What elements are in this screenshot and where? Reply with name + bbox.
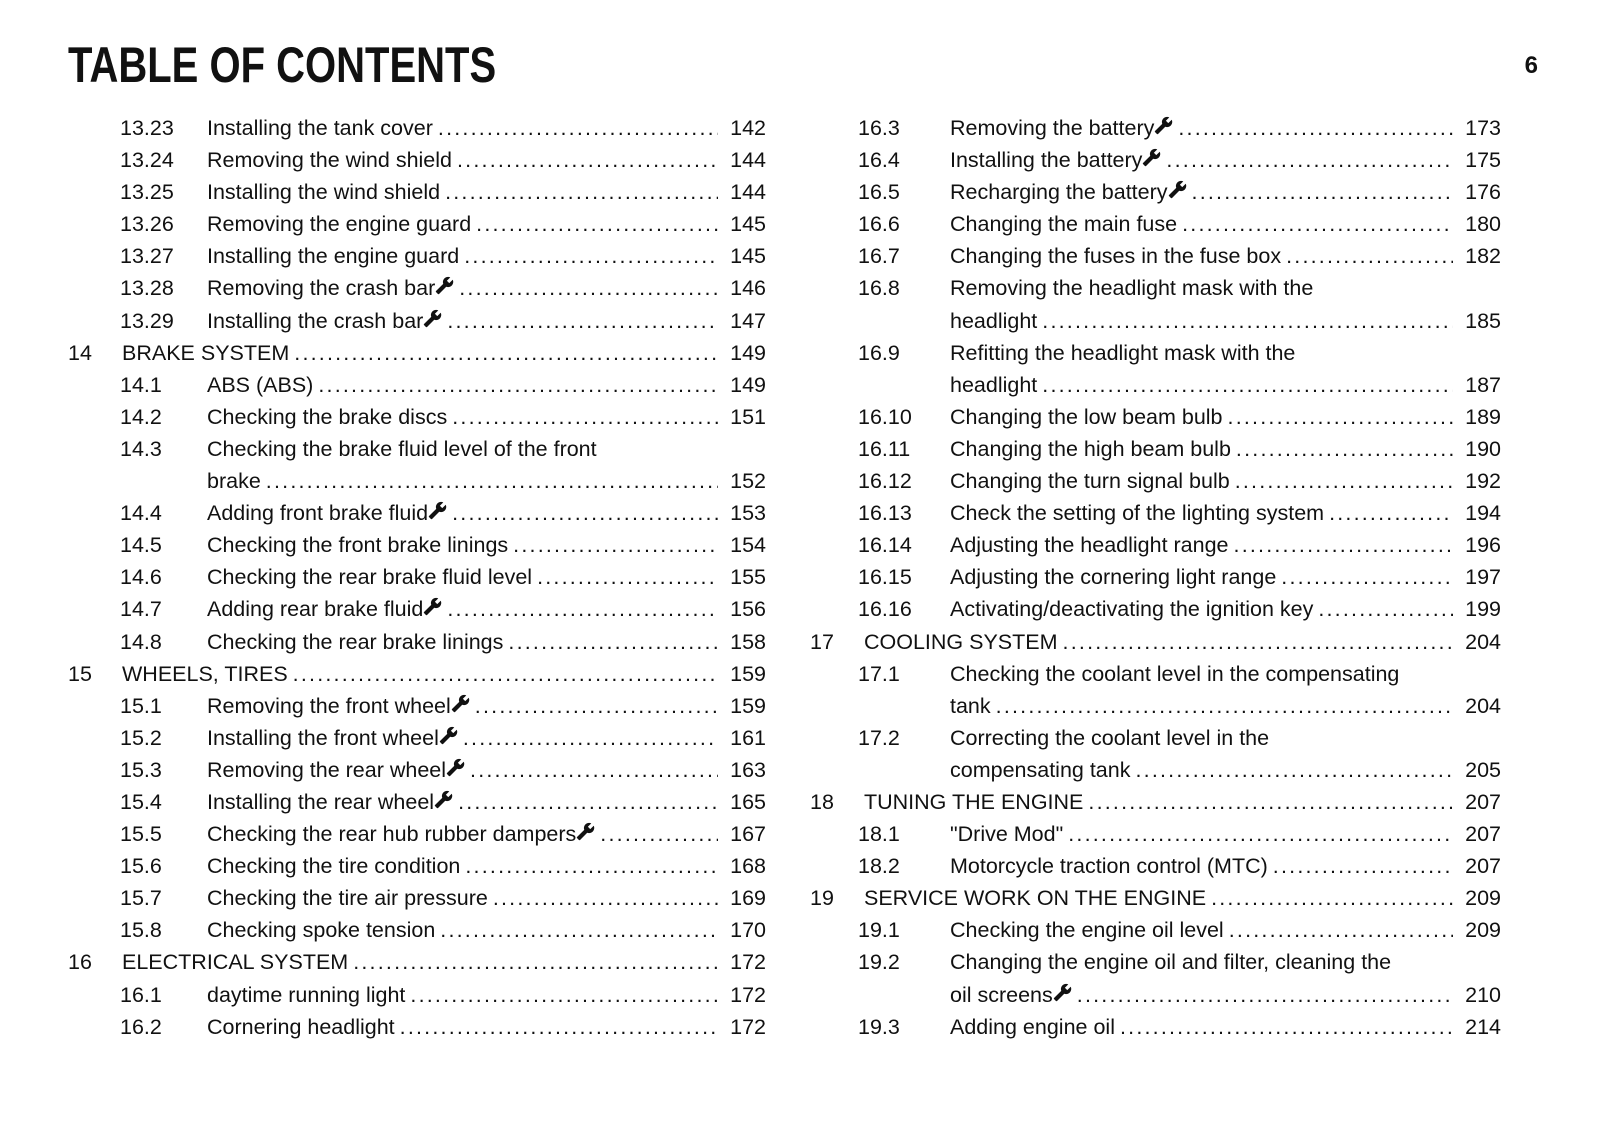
toc-entry-number: 16.1 — [120, 982, 162, 1007]
toc-entry-number: 17 — [810, 629, 834, 654]
dot-leader — [464, 240, 718, 272]
toc-entry-number: 16.14 — [858, 533, 912, 558]
dot-leader — [493, 882, 718, 914]
toc-entry-continuation: oil screens — [950, 982, 1053, 1007]
toc-entry[interactable] — [810, 497, 1501, 529]
dot-leader — [452, 497, 718, 529]
toc-entry[interactable] — [810, 818, 1501, 850]
dot-leader — [1235, 465, 1453, 497]
toc-entry-title: Checking the rear hub rubber dampers — [207, 822, 577, 847]
toc-entry[interactable] — [68, 914, 766, 946]
toc-entry-title: Checking the tire condition — [207, 854, 461, 879]
toc-entry-number: 15 — [68, 661, 92, 686]
toc-entry-number: 16.16 — [858, 597, 912, 622]
toc-entry[interactable] — [810, 914, 1501, 946]
dot-leader — [537, 561, 718, 593]
toc-entry-page: 176 — [1465, 180, 1501, 205]
toc-entry-page: 145 — [730, 212, 766, 237]
toc-entry-number: 14.8 — [120, 629, 162, 654]
dot-leader — [457, 144, 718, 176]
toc-entry[interactable] — [810, 337, 1501, 369]
toc-entry-page: 142 — [730, 116, 766, 140]
toc-entry[interactable] — [68, 176, 766, 208]
toc-entry-page: 190 — [1465, 436, 1501, 461]
toc-entry[interactable] — [68, 658, 766, 690]
toc-entry-number: 13.27 — [120, 244, 174, 269]
toc-entry-title: Installing the battery — [950, 148, 1143, 173]
dot-leader — [1068, 818, 1453, 850]
toc-entry-page: 207 — [1465, 789, 1501, 814]
toc-entry[interactable] — [68, 144, 766, 176]
toc-entry-page: 152 — [730, 469, 766, 494]
toc-entry-page: 156 — [730, 597, 766, 622]
toc-entry-title: Removing the engine guard — [207, 212, 472, 237]
toc-entry-title: Removing the battery — [950, 116, 1155, 140]
dot-leader — [470, 754, 718, 786]
toc-entry-page: 187 — [1465, 372, 1501, 397]
toc-entry-title: Checking the rear brake linings — [207, 629, 504, 654]
dot-leader — [1228, 401, 1453, 433]
toc-entry-number: 18.1 — [858, 822, 900, 847]
toc-entry-number: 13.23 — [120, 116, 174, 140]
toc-entry-number: 16.6 — [858, 212, 900, 237]
toc-entry-continuation: headlight — [950, 372, 1038, 397]
toc-entry-title: "Drive Mod" — [950, 822, 1064, 847]
toc-entry-page: 145 — [730, 244, 766, 269]
toc-entry-title: Changing the fuses in the fuse box — [950, 244, 1282, 269]
toc-entry-title: Correcting the coolant level in the — [950, 725, 1270, 750]
toc-entry-page: 209 — [1465, 918, 1501, 943]
toc-entry-title: Removing the crash bar — [207, 276, 436, 301]
toc-entry[interactable] — [68, 626, 766, 658]
toc-entry-page: 180 — [1465, 212, 1501, 237]
toc-entry-page: 207 — [1465, 822, 1501, 847]
dot-leader — [513, 529, 718, 561]
toc-entry-title: Adding rear brake fluid — [207, 597, 424, 622]
dot-leader — [1329, 497, 1453, 529]
toc-entry-title: Removing the wind shield — [207, 148, 452, 173]
toc-entry[interactable] — [68, 240, 766, 272]
toc-entry-page: 172 — [730, 982, 766, 1007]
toc-entry-page: 153 — [730, 501, 766, 526]
toc-entry[interactable] — [810, 786, 1501, 818]
toc-entry[interactable] — [68, 882, 766, 914]
toc-entry[interactable] — [810, 850, 1501, 882]
toc-entry[interactable] — [68, 690, 766, 722]
toc-entry-page: 172 — [730, 950, 766, 975]
toc-entry-page: 170 — [730, 918, 766, 943]
dot-leader — [508, 626, 718, 658]
toc-entry-title: COOLING SYSTEM — [864, 629, 1058, 654]
toc-entry[interactable] — [810, 561, 1501, 593]
toc-entry[interactable] — [68, 818, 766, 850]
toc-entry-title: Recharging the battery — [950, 180, 1168, 205]
toc-entry-number: 16 — [68, 950, 92, 975]
toc-entry-page: 210 — [1465, 982, 1501, 1007]
toc-entry[interactable] — [68, 337, 766, 369]
toc-entry-number: 15.3 — [120, 757, 162, 782]
toc-entry-title: Check the setting of the lighting system — [950, 501, 1325, 526]
dot-leader — [600, 818, 718, 850]
toc-entry-number: 15.5 — [120, 822, 162, 847]
toc-entry[interactable] — [68, 786, 766, 818]
toc-entry-title: ELECTRICAL SYSTEM — [122, 950, 349, 975]
wrench-icon — [439, 726, 458, 745]
dot-leader — [400, 1011, 718, 1043]
dot-leader — [1286, 240, 1453, 272]
toc-entry-number: 13.24 — [120, 148, 174, 173]
toc-entry-title: Adding engine oil — [950, 1014, 1115, 1039]
dot-leader — [447, 593, 718, 625]
dot-leader — [476, 208, 718, 240]
toc-entry[interactable] — [810, 433, 1501, 465]
toc-entry[interactable] — [810, 465, 1501, 497]
toc-entry-title: Checking the rear brake fluid level — [207, 565, 533, 590]
toc-entry-title: Activating/deactivating the ignition key — [950, 597, 1314, 622]
toc-entry-page: 163 — [730, 757, 766, 782]
toc-entry[interactable] — [810, 240, 1501, 272]
dot-leader — [1077, 979, 1453, 1011]
toc-entry[interactable] — [810, 722, 1501, 754]
toc-entry[interactable] — [68, 497, 766, 529]
toc-entry-number: 19.3 — [858, 1014, 900, 1039]
dot-leader — [318, 369, 718, 401]
toc-entry-title: Adding front brake fluid — [207, 501, 429, 526]
toc-entry-page: 205 — [1465, 757, 1501, 782]
toc-entry[interactable] — [810, 626, 1501, 658]
toc-entry-title: SERVICE WORK ON THE ENGINE — [864, 886, 1207, 911]
toc-entry[interactable] — [810, 593, 1501, 625]
toc-entry-number: 16.11 — [858, 436, 911, 461]
toc-entry-title: Changing the low beam bulb — [950, 404, 1223, 429]
toc-entry-number: 13.28 — [120, 276, 174, 301]
wrench-icon — [435, 276, 454, 295]
toc-entry-number: 18.2 — [858, 854, 900, 879]
dot-leader — [1042, 369, 1453, 401]
toc-entry-page: 173 — [1465, 116, 1501, 140]
toc-entry-number: 19.1 — [858, 918, 900, 943]
dot-leader — [465, 850, 718, 882]
dot-leader — [1318, 593, 1453, 625]
toc-entry-number: 14.6 — [120, 565, 162, 590]
toc-entry-page: 154 — [730, 533, 766, 558]
wrench-icon — [434, 790, 453, 809]
dot-leader — [452, 401, 718, 433]
toc-entry-number: 14 — [68, 340, 92, 365]
toc-entry-title: Removing the headlight mask with the — [950, 276, 1314, 301]
toc-entry-title: Adjusting the cornering light range — [950, 565, 1277, 590]
toc-entry-title: Checking the front brake linings — [207, 533, 509, 558]
toc-entry-number: 15.2 — [120, 725, 162, 750]
dot-leader — [1236, 433, 1453, 465]
toc-entry-title: BRAKE SYSTEM — [122, 340, 290, 365]
toc-entry-page: 169 — [730, 886, 766, 911]
toc-entry[interactable] — [68, 1011, 766, 1043]
wrench-icon — [1154, 116, 1173, 135]
toc-entry-number: 15.1 — [120, 693, 162, 718]
toc-entry[interactable] — [810, 369, 1501, 401]
toc-entry[interactable] — [810, 882, 1501, 914]
toc-entry-number: 14.3 — [120, 436, 162, 461]
wrench-icon — [576, 822, 595, 841]
dot-leader — [458, 786, 718, 818]
wrench-icon — [1168, 180, 1187, 199]
dot-leader — [475, 690, 718, 722]
toc-entry-page: 182 — [1465, 244, 1501, 269]
toc-entry-title: Installing the crash bar — [207, 308, 424, 333]
dot-leader — [293, 658, 718, 690]
toc-entry[interactable] — [68, 369, 766, 401]
toc-entry[interactable] — [810, 144, 1501, 176]
toc-entry-title: Installing the wind shield — [207, 180, 441, 205]
dot-leader — [1273, 850, 1453, 882]
toc-entry-page: 161 — [730, 725, 766, 750]
toc-entry-continuation: brake — [207, 469, 261, 494]
toc-entry-number: 15.4 — [120, 789, 162, 814]
toc-entry-number: 19 — [810, 886, 834, 911]
toc-entry-title: Removing the front wheel — [207, 693, 451, 718]
toc-entry-continuation: tank — [950, 693, 991, 718]
toc-entry-page: 158 — [730, 629, 766, 654]
toc-entry[interactable] — [810, 754, 1501, 786]
toc-entry-title: Changing the engine oil and filter, cleaning the — [950, 950, 1392, 975]
dot-leader — [445, 176, 718, 208]
toc-entry-number: 14.5 — [120, 533, 162, 558]
dot-leader — [996, 690, 1453, 722]
toc-entry-page: 144 — [730, 180, 766, 205]
toc-entry-number: 16.7 — [858, 244, 900, 269]
toc-entry-title: Changing the turn signal bulb — [950, 469, 1230, 494]
dot-leader — [353, 946, 718, 978]
toc-entry-number: 16.10 — [858, 404, 912, 429]
toc-entry-page: 194 — [1465, 501, 1501, 526]
toc-entry-number: 16.9 — [858, 340, 900, 365]
toc-entry-page: 165 — [730, 789, 766, 814]
toc-entry-page: 199 — [1465, 597, 1501, 622]
toc-entry-number: 18 — [810, 789, 834, 814]
toc-entry-title: Installing the tank cover — [207, 116, 433, 140]
toc-entry[interactable] — [68, 401, 766, 433]
toc-entry-page: 175 — [1465, 148, 1501, 173]
toc-entry-page: 185 — [1465, 308, 1501, 333]
toc-entry-page: 146 — [730, 276, 766, 301]
toc-entry-page: 204 — [1465, 693, 1501, 718]
toc-entry[interactable] — [68, 722, 766, 754]
dot-leader — [1120, 1011, 1453, 1043]
toc-entry[interactable] — [810, 529, 1501, 561]
dot-leader — [1166, 144, 1453, 176]
dot-leader — [1229, 914, 1453, 946]
toc-entry-number: 15.6 — [120, 854, 162, 879]
wrench-icon — [1053, 983, 1072, 1002]
toc-entry-number: 17.1 — [858, 661, 900, 686]
toc-entry-number: 15.7 — [120, 886, 162, 911]
toc-entry[interactable] — [810, 272, 1501, 304]
toc-entry-page: 149 — [730, 372, 766, 397]
toc-entry-number: 13.26 — [120, 212, 174, 237]
toc-entry[interactable] — [68, 305, 766, 337]
toc-entry-title: Checking the engine oil level — [950, 918, 1224, 943]
toc-entry-title: daytime running light — [207, 982, 406, 1007]
toc-entry-number: 15.8 — [120, 918, 162, 943]
dot-leader — [1135, 754, 1453, 786]
toc-entry-number: 16.2 — [120, 1014, 162, 1039]
toc-entry-title: Installing the front wheel — [207, 725, 439, 750]
toc-entry[interactable] — [68, 465, 766, 497]
wrench-icon — [428, 501, 447, 520]
toc-entry-page: 192 — [1465, 469, 1501, 494]
toc-entry-page: 155 — [730, 565, 766, 590]
toc-entry-number: 14.2 — [120, 404, 162, 429]
toc-entry[interactable] — [810, 176, 1501, 208]
toc-entry-number: 16.15 — [858, 565, 912, 590]
wrench-icon — [423, 309, 442, 328]
toc-entry-number: 14.7 — [120, 597, 162, 622]
dot-leader — [294, 337, 718, 369]
toc-entry-title: Installing the engine guard — [207, 244, 460, 269]
toc-entry[interactable] — [810, 1011, 1501, 1043]
toc-entry-title: Removing the rear wheel — [207, 757, 447, 782]
dot-leader — [463, 722, 718, 754]
toc-entry-number: 16.3 — [858, 116, 900, 140]
toc-entry-page: 167 — [730, 822, 766, 847]
toc-entry[interactable] — [810, 208, 1501, 240]
toc-entry[interactable] — [68, 850, 766, 882]
toc-entry[interactable] — [68, 433, 766, 465]
toc-column-right — [810, 112, 1501, 1043]
dot-leader — [1234, 529, 1453, 561]
toc-entry-page: 159 — [730, 661, 766, 686]
toc-entry-title: Checking spoke tension — [207, 918, 436, 943]
toc-entry-title: Changing the high beam bulb — [950, 436, 1231, 461]
toc-entry-title: ABS (ABS) — [207, 372, 314, 397]
toc-entry[interactable] — [810, 946, 1501, 978]
toc-entry-title: WHEELS, TIRES — [122, 661, 288, 686]
dot-leader — [438, 112, 718, 144]
dot-leader — [1088, 786, 1453, 818]
toc-entry[interactable] — [68, 272, 766, 304]
toc-entry-title: Installing the rear wheel — [207, 789, 435, 814]
toc-entry-title: Checking the tire air pressure — [207, 886, 488, 911]
dot-leader — [1211, 882, 1453, 914]
toc-entry-title: Refitting the headlight mask with the — [950, 340, 1296, 365]
toc-entry-title: Checking the brake discs — [207, 404, 448, 429]
dot-leader — [410, 979, 718, 1011]
dot-leader — [1042, 305, 1453, 337]
dot-leader — [1281, 561, 1453, 593]
dot-leader — [1192, 176, 1453, 208]
toc-entry-number: 16.12 — [858, 469, 912, 494]
toc-entry-continuation: headlight — [950, 308, 1038, 333]
page-title: TABLE OF CONTENTS — [68, 37, 497, 93]
toc-entry[interactable] — [810, 401, 1501, 433]
dot-leader — [459, 272, 718, 304]
dot-leader — [440, 914, 718, 946]
toc-entry[interactable] — [68, 208, 766, 240]
wrench-icon — [451, 694, 470, 713]
toc-entry[interactable] — [810, 979, 1501, 1011]
toc-entry-page: 196 — [1465, 533, 1501, 558]
toc-column-left — [68, 112, 766, 1043]
toc-entry[interactable] — [68, 979, 766, 1011]
toc-entry-page: 207 — [1465, 854, 1501, 879]
toc-entry-number: 13.29 — [120, 308, 174, 333]
toc-entry[interactable] — [68, 754, 766, 786]
toc-entry[interactable] — [68, 112, 766, 144]
toc-entry-page: 159 — [730, 693, 766, 718]
toc-entry-number: 16.4 — [858, 148, 900, 173]
toc-entry-title: Motorcycle traction control (MTC) — [950, 854, 1268, 879]
toc-entry-number: 13.25 — [120, 180, 174, 205]
toc-entry-title: TUNING THE ENGINE — [864, 789, 1084, 814]
wrench-icon — [1142, 148, 1161, 167]
toc-entry-number: 16.5 — [858, 180, 900, 205]
toc-entry-page: 214 — [1465, 1014, 1501, 1039]
toc-entry-page: 209 — [1465, 886, 1501, 911]
toc-entry[interactable] — [68, 561, 766, 593]
toc-entry-number: 14.1 — [120, 372, 162, 397]
dot-leader — [266, 465, 718, 497]
dot-leader — [1063, 626, 1453, 658]
dot-leader — [1182, 208, 1453, 240]
toc-entry-number: 16.13 — [858, 501, 912, 526]
toc-entry-page: 172 — [730, 1014, 766, 1039]
toc-entry-page: 147 — [730, 308, 766, 333]
page-number: 6 — [1524, 52, 1538, 79]
toc-entry-number: 16.8 — [858, 276, 900, 301]
dot-leader — [447, 305, 718, 337]
toc-entry-title: Checking the coolant level in the compensating — [950, 661, 1400, 686]
wrench-icon — [423, 597, 442, 616]
toc-entry-title: Cornering headlight — [207, 1014, 395, 1039]
toc-entry-title: Checking the brake fluid level of the front — [207, 436, 597, 461]
toc-entry[interactable] — [68, 593, 766, 625]
toc-entry[interactable] — [810, 690, 1501, 722]
toc-entry-number: 14.4 — [120, 501, 162, 526]
toc-entry-page: 197 — [1465, 565, 1501, 590]
toc-entry-page: 204 — [1465, 629, 1501, 654]
toc-entry-page: 151 — [730, 404, 766, 429]
wrench-icon — [446, 758, 465, 777]
toc-entry-number: 19.2 — [858, 950, 900, 975]
toc-entry-page: 189 — [1465, 404, 1501, 429]
toc-entry-continuation: compensating tank — [950, 757, 1131, 782]
toc-entry-number: 17.2 — [858, 725, 900, 750]
toc-entry[interactable] — [68, 529, 766, 561]
toc-entry-title: Changing the main fuse — [950, 212, 1178, 237]
toc-entry-title: Adjusting the headlight range — [950, 533, 1229, 558]
dot-leader — [1178, 112, 1453, 144]
toc-entry[interactable] — [810, 305, 1501, 337]
toc-entry[interactable] — [810, 658, 1501, 690]
toc-entry-page: 149 — [730, 340, 766, 365]
toc-entry-page: 168 — [730, 854, 766, 879]
toc-entry[interactable] — [68, 946, 766, 978]
toc-entry-page: 144 — [730, 148, 766, 173]
toc-entry[interactable] — [810, 112, 1501, 144]
